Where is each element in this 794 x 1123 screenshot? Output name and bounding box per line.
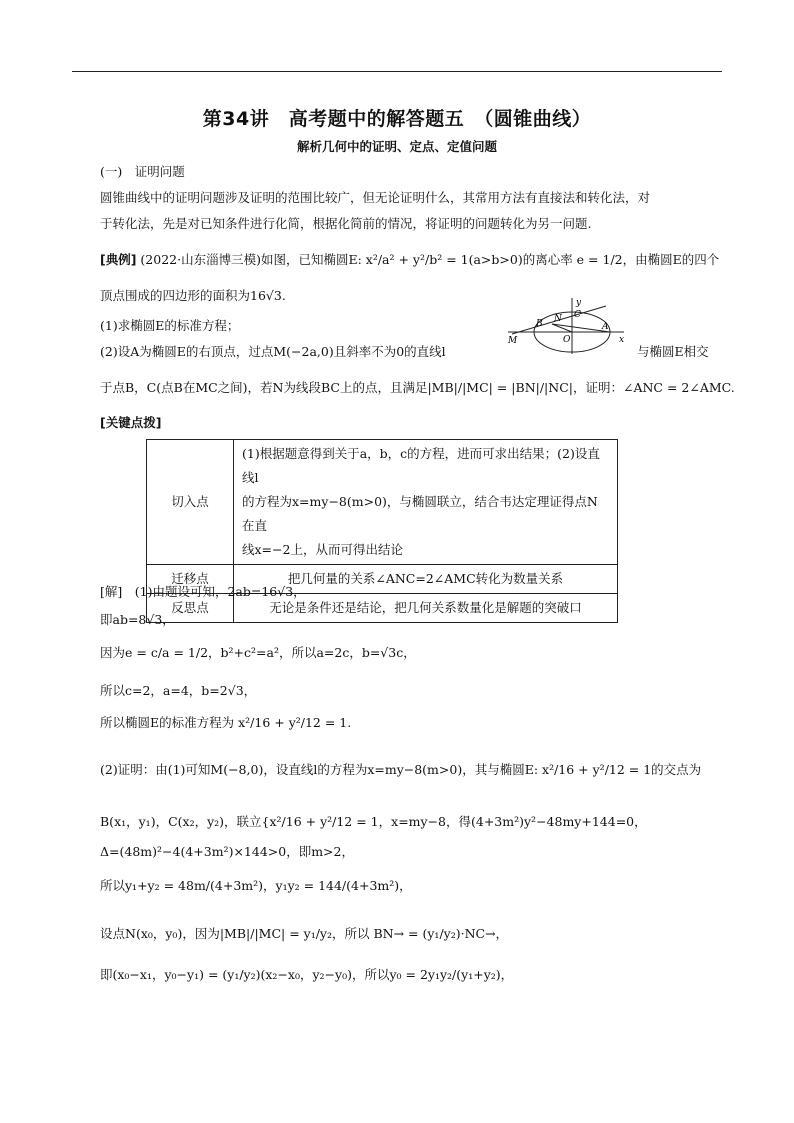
key-content xyxy=(234,440,618,565)
example-line: 与椭圆E相交 xyxy=(637,344,709,359)
section-heading: (一) 证明问题 xyxy=(100,164,185,179)
key-text: 把几何量的关系∠ANC=2∠AMC转化为数量关系 xyxy=(287,571,564,586)
solution-line: 设点N(x₀，y₀)，因为|MB|/|MC| = y₁/y₂，所以 BN→ = (y₁/y₂)·NC→， xyxy=(100,926,509,941)
label-n: N xyxy=(554,314,562,324)
key-text: 的方程为x=my−8(m>0)，与椭圆联立，结合韦达定理证得点N在直 xyxy=(242,494,598,533)
key-label: 反思点 xyxy=(147,594,234,623)
label-a: A xyxy=(602,322,609,332)
example-line: 顶点围成的四边形的面积为16√3. xyxy=(100,288,286,303)
solution-line: 所以c=2，a=4，b=2√3， xyxy=(100,683,257,698)
example-text: (2022·山东淄博三模)如图，已知椭圆E: x²/a² + y²/b² = 1(a>b>0)的离心率 e = 1/2，由椭圆E的四个 xyxy=(140,252,720,267)
solution-line: 即ab=8√3， xyxy=(100,612,175,627)
label-x: x xyxy=(619,335,625,345)
label-b: B xyxy=(536,319,543,329)
key-row xyxy=(147,440,618,565)
intro-line: 圆锥曲线中的证明问题涉及证明的范围比较广，但无论证明什么，其常用方法有直接法和转化法，对 xyxy=(100,190,651,205)
intro-line: 于转化法，先是对已知条件进行化简，根据化简前的情况，将证明的问题转化为另一问题. xyxy=(100,216,592,231)
label-o: O xyxy=(563,335,571,345)
key-label: 切入点 xyxy=(147,440,234,565)
label-c: C xyxy=(574,310,581,320)
label-m: M xyxy=(508,336,518,346)
example-line: (2)设A为椭圆E的右顶点，过点M(−2a,0)且斜率不为0的直线l xyxy=(100,344,446,359)
page-subtitle: 解析几何中的证明、定点、定值问题 xyxy=(296,139,497,154)
key-text: 线x=−2上，从而可得出结论 xyxy=(242,542,403,557)
page-title: 第34讲 高考题中的解答题五 （圆锥曲线） xyxy=(202,108,592,130)
ellipse-figure xyxy=(506,296,636,356)
key-text: 无论是条件还是结论，把几何关系数量化是解题的突破口 xyxy=(269,600,582,615)
solution-line: B(x₁，y₁)，C(x₂，y₂)，联立{x²/16 + y²/12 = 1，x=my−8，得(4+3m²)y²−48my+144=0， xyxy=(100,814,647,829)
solution-line: 所以椭圆E的标准方程为 x²/16 + y²/12 = 1. xyxy=(100,715,352,730)
solution-line: 因为e = c/a = 1/2，b²+c²=a²，所以a=2c，b=√3c， xyxy=(100,645,416,660)
solution-line: [解] (1)由题设可知，2ab=16√3， xyxy=(100,584,306,599)
solution-line: 所以y₁+y₂ = 48m/(4+3m²)，y₁y₂ = 144/(4+3m²)， xyxy=(100,878,412,893)
example-tag: [典例] xyxy=(100,252,137,267)
key-label: 迁移点 xyxy=(147,565,234,594)
key-heading: [关键点拨] xyxy=(100,415,162,430)
header-rule xyxy=(72,71,722,72)
solution-line: 即(x₀−x₁，y₀−y₁) = (y₁/y₂)(x₂−x₀，y₂−y₀)，所以y₀ = 2y₁y₂/(y₁+y₂)， xyxy=(100,967,514,982)
solution-line: (2)证明：由(1)可知M(−8,0)，设直线l的方程为x=my−8(m>0)，其与椭圆E: x²/16 + y²/12 = 1的交点为 xyxy=(100,762,702,777)
label-y: y xyxy=(576,298,582,308)
example-line xyxy=(100,250,719,270)
example-line: 于点B，C(点B在MC之间)，若N为线段BC上的点，且满足|MB|/|MC| = |BN|/|NC|，证明：∠ANC = 2∠AMC. xyxy=(100,380,735,395)
example-line: (1)求椭圆E的标准方程； xyxy=(100,318,240,333)
solution-line: Δ=(48m)²−4(4+3m²)×144>0，即m>2， xyxy=(100,844,354,859)
key-text: (1)根据题意得到关于a，b，c的方程，进而可求出结果；(2)设直线l xyxy=(242,446,600,485)
